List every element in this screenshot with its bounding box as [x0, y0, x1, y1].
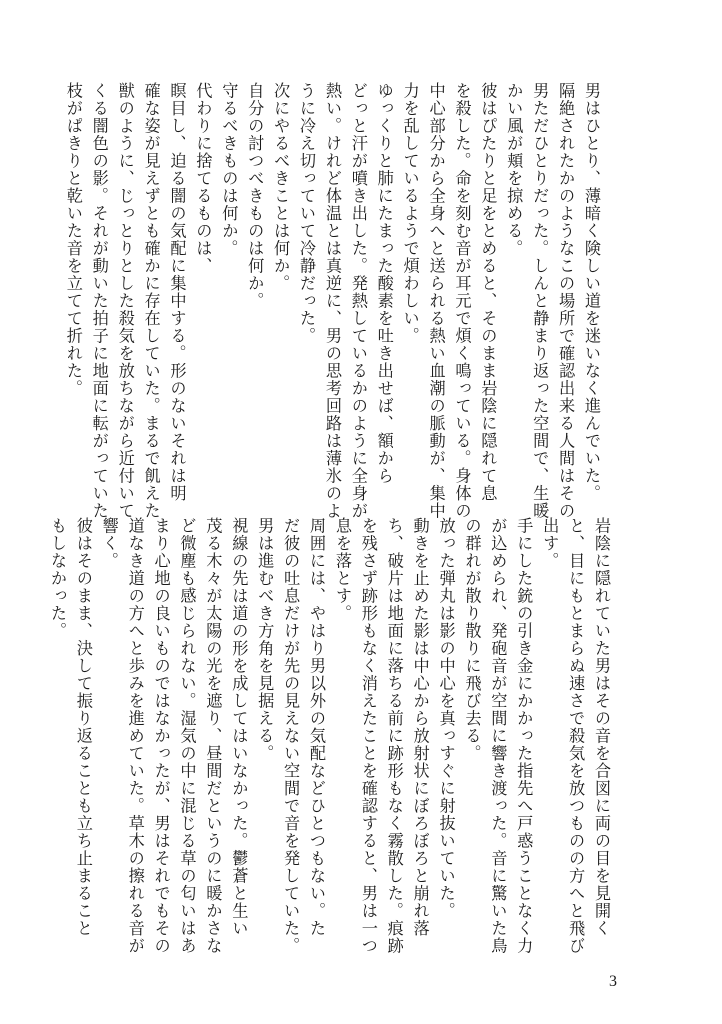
text-line: ど微塵も感じられない。湿気の中に混じる草の匂いはあ	[177, 517, 197, 955]
text-line: くる闇色の影。それが動いた拍子に地面に転がっていた	[89, 82, 109, 520]
text-line: まり心地の良いものではなかったが、男はそれでもその	[151, 517, 171, 955]
text-block-upper	[63, 82, 604, 520]
text-line: 彼はぴたりと足をとめると、そのまま岩陰に隠れて息	[478, 82, 498, 502]
text-line: うに冷え切っていて冷静だった。	[297, 82, 317, 345]
text-line: 守るべきものは何か。	[219, 82, 239, 257]
text-line: 獣のように、じっとりとした殺気を放ちながら近付いて	[115, 82, 135, 520]
text-line: 放った弾丸は影の中心を真っすぐに射抜いていた。	[436, 517, 456, 920]
text-line: 枝がぱきりと乾いた音を立てて折れた。	[63, 82, 83, 397]
text-line: 力を乱しているようで煩わしい。	[400, 82, 420, 345]
text-line: 瞑目し、迫る闇の気配に集中する。形のないそれは明	[167, 82, 187, 502]
text-line: 熱い。けれど体温とは真逆に、男の思考回路は薄氷のよ	[322, 82, 342, 520]
text-line: 息を落とす。	[332, 517, 352, 622]
text-line: 道なき道の方へと歩みを進めていた。草木の擦れる音が	[125, 517, 145, 955]
text-line: 次にやるべきことは何か。	[271, 82, 291, 292]
text-line: 手にした銃の引き金にかかった指先へ戸惑うことなく力	[514, 517, 534, 955]
text-line: 男ただひとりだった。しんと静まり返った空間で、生暖	[530, 82, 550, 520]
text-line: ゆっくりと肺にたまった酸素を吐き出せば、額から	[374, 82, 394, 485]
page-number: 3	[609, 973, 617, 990]
text-line: を殺した。命を刻む音が耳元で煩く鳴っている。身体の	[452, 82, 472, 520]
text-line: 茂る木々が太陽の光を遮り、昼間だというのに暖かさな	[203, 517, 223, 955]
text-line: どっと汗が噴き出した。発熱しているかのように全身が	[348, 82, 368, 520]
text-line: 中心部分から全身へと送られる熱い血潮の脈動が、集中	[426, 82, 446, 520]
text-line: 視線の先は道の形を成してはいなかった。鬱蒼と生い	[229, 517, 249, 937]
text-block-lower	[47, 517, 614, 957]
text-line: かい風が頬を掠める。	[504, 82, 524, 257]
text-line: の群れが散り散りに飛び去る。	[462, 517, 482, 762]
text-line: 確な姿が見えずとも確かに存在していた。まるで飢えた	[141, 82, 161, 520]
text-line: 動きを止めた影は中心から放射状にぼろぼろと崩れ落	[410, 517, 430, 937]
text-line: 岩陰に隠れていた男はその音を合図に両の目を見開く	[592, 517, 611, 937]
text-line: もしなかった。	[47, 517, 67, 640]
text-line: 彼はそのまま、決して振り返ることも立ち止まること	[73, 517, 93, 937]
text-line: 出す。	[540, 517, 560, 570]
text-line: 男は進むべき方角を見据える。	[255, 517, 275, 762]
text-line: が込められ、発砲音が空間に響き渡った。音に驚いた鳥	[488, 517, 508, 955]
text-line: 男はひとり、薄暗く険しい道を迷いなく進んでいた。	[582, 82, 601, 502]
text-line: と、目にもとまらぬ速さで殺気を放つものの方へと飛び	[566, 517, 586, 955]
text-line: 隔絶されたかのようなこの場所で確認出来る人間はその	[556, 82, 576, 520]
text-line: だ彼の吐息だけが先の見えない空間で音を発していた。	[281, 517, 301, 955]
text-line: ち、破片は地面に落ちる前に跡形もなく霧散した。痕跡	[384, 517, 404, 955]
text-line: 響く。	[99, 517, 119, 570]
text-line: 自分の討つべきものは何か。	[245, 82, 265, 310]
text-line: 代わりに捨てるものは、	[193, 82, 213, 275]
text-line: 周囲には、やはり男以外の気配などひとつもない。た	[307, 517, 327, 937]
text-line: を残さず跡形もなく消えたことを確認すると、男は一つ	[358, 517, 378, 955]
